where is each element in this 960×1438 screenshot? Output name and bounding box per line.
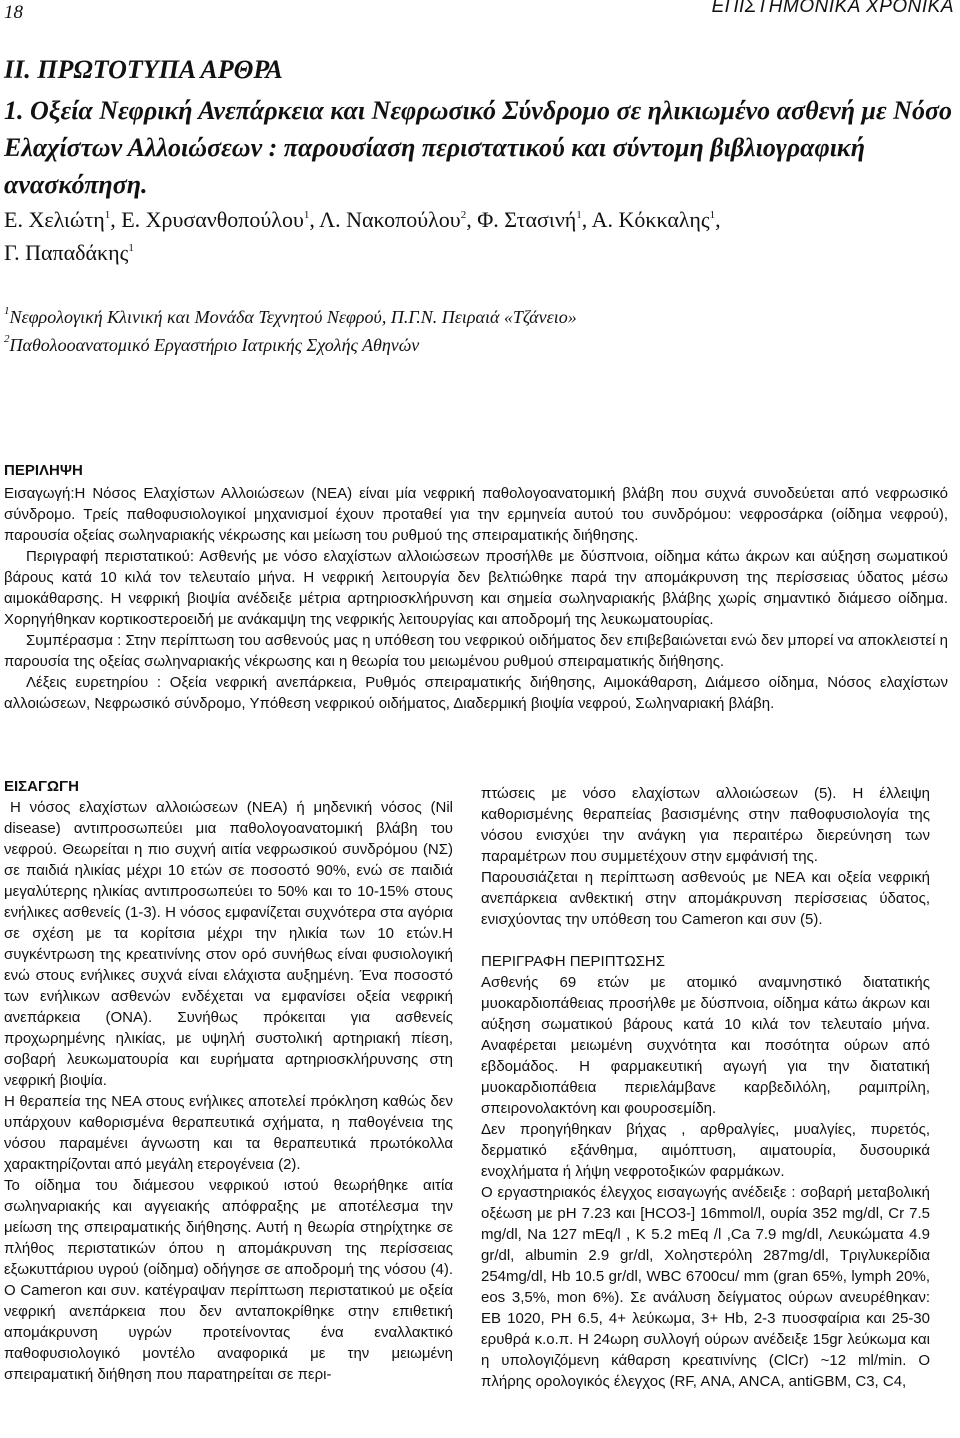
author: Ε. Χρυσανθοπούλου$^1$, <box>121 207 320 232</box>
body-paragraph: Παρουσιάζεται η περίπτωση ασθενούς με ΝΕΑ και οξεία νεφρική ανεπάρκεια ανθεκτική στην απομάκρυνση περίσσειας ύδατος, ενισχύοντας την υπόθεση του Cameron και συν (5). <box>481 869 930 928</box>
author: Γ. Παπαδάκης$^1$ <box>4 240 134 265</box>
left-column <box>4 776 453 1385</box>
intro-heading: ΕΙΣΑΓΩΓΗ <box>4 778 79 795</box>
section-heading: ΙΙ. ΠΡΩΤΟΤΥΠΑ ΑΡΘΡΑ <box>4 55 283 84</box>
author: Α. Κόκκαλης$^1$, <box>591 207 721 232</box>
abstract-intro: Εισαγωγή:Η Νόσος Ελαχίστων Αλλοιώσεων (ΝΕΑ) είναι μία νεφρική παθολογοανατομική βλάβη που συχνά συνοδεύεται από νεφρωσικό σύνδρομο. Τρείς παθοφυσιολογικοί μηχανισμοί έχουν προταθεί για την ερμηνεία αυτού του συνδρόμου: νεφροσάρκα (οίδημα νεφρού), παρουσία οξείας σωληναριακής νέκρωσης και μείωση του ρυθμού της σπειραματικής διήθησης. <box>4 485 948 544</box>
abstract-heading: ΠΕΡΙΛΗΨΗ <box>4 462 83 479</box>
abstract-conclusion: Συμπέρασμα : Στην περίπτωση του ασθενούς μας η υπόθεση του νεφρικού οιδήματος δεν επιβεβαιώνεται ενώ δεν μπορεί να αποκλειστεί η παρουσία της οξείας σωληναριακής νέκρωσης και η θεωρία του μειωμένου ρυθμού σπειραματικής διήθησης. <box>4 632 948 670</box>
abstract <box>4 483 948 714</box>
body-paragraph: Δεν προηγήθηκαν βήχας , αρθραλγίες, μυαλγίες, πυρετός, δερματικό εξάνθημα, αιμόπτυση, αιματουρία, δυσουρικά ενοχλήματα ή λήψη νεφροτοξικών φαρμάκων. <box>481 1121 930 1180</box>
author: Λ. Νακοπούλου$^2$, <box>319 207 478 232</box>
spacer <box>481 930 930 951</box>
author-list <box>4 203 954 269</box>
body-paragraph: πτώσεις με νόσο ελαχίστων αλλοιώσεων (5). Η έλλειψη καθορισμένης θεραπείας βασισμένης στην παθοφυσιολογία της νόσου ενισχύει την ανάγκη για περαιτέρω διερεύνηση των παραμέτρων που συμμετέχουν στην εμφάνισή της. <box>481 785 930 865</box>
affiliations <box>4 303 954 359</box>
affiliation-2: $^2$Παθολοοανατομικό Εργαστήριο Ιατρικής Σχολής Αθηνών <box>4 333 420 355</box>
body-paragraph: Ο εργαστηριακός έλεγχος εισαγωγής ανέδειξε : σοβαρή μεταβολική οξέωση με pH 7.23 και [HCO3-] 16mmol/l, ουρία 352 mg/dl, Cr 7.5 mg/dl, Na 127 mEq/l , K 5.2 mEq /l ,Ca 7.9 mg/dl, Λευκώματα 4.9 gr/dl, albumin 2.9 gr/dl, Χοληστερόλη 287mg/dl, Τριγλυκερίδια 254mg/dl, Hb 10.5 gr/dl, WBC 6700cu/ mm (gran 65%, lymph 20%, eos 3,5%, mon 6%). Σε ανάλυση δείγματος ούρων ανευρέθηκαν: ΕΒ 1020, PH 6.5, 4+ λεύκωμα, 3+ Hb, 2-3 πυοσφαίρια και 25-30 ερυθρά κ.ο.π. Η 24ωρη συλλογή ούρων ανέδειξε 15gr λεύκωμα και η υπολογιζόμενη κάθαρση κρεατινίνης (ClCr) ~12 ml/min. Ο πλήρης ορολογικός έλεγχος (RF, ANA, ANCA, antiGBM, C3, C4, <box>481 1184 930 1390</box>
author: Φ. Στασινή$^1$, <box>477 207 592 232</box>
article-title: 1. Οξεία Νεφρική Ανεπάρκεια και Νεφρωσικό Σύνδρομο σε ηλικιωμένο ασθενή με Νόσο Ελαχίστων Αλλοιώσεων : παρουσίαση περιστατικού και σύντομη βιβλιογραφική ανασκόπηση. <box>4 96 952 199</box>
body-paragraph: Ασθενής 69 ετών με ατομικό αναμνηστικό διατατικής μυοκαρδιοπάθειας προσήλθε με δύσπνοια, οίδημα κάτω άκρων και αύξηση σωματικού βάρους κατά 10 κιλά τον τελευταίο μήνα. Αναφέρεται μειωμένη συχνότητα και ποσότητα ούρων από εβδομάδος. Η φαρμακευτική αγωγή για την διατατική μυοκαρδιοπάθεια περιελάμβανε καρβεδιλόλη, ραμιπρίλη, σπειρονολακτόνη και φουροσεμίδη. <box>481 974 930 1117</box>
journal-name: ΕΠΙΣΤΗΜΟΝΙΚΑ ΧΡΟΝΙΚΑ <box>711 0 954 17</box>
page-number: 18 <box>4 2 23 23</box>
abstract-case: Περιγραφή περιστατικού: Ασθενής με νόσο ελαχίστων αλλοιώσεων προσήλθε με δύσπνοια, οίδημα κάτω άκρων και αύξηση σωματικού βάρους κατά 10 κιλά τον τελευταίο μήνα. Η νεφρική λειτουργία δεν βελτιώθηκε παρά την απομάκρυνση της περίσσειας ύδατος μέσω αιμοκάθαρσης. Η νεφρική βιοψία ανέδειξε μέτρια αρτηριοσκλήρυνση και σημεία σωληναριακής βλάβης χωρίς σημαντικό διάμεσο οίδημα. Χορηγήθηκαν κορτικοστεροειδή με ανάκαμψη της νεφρικής λειτουργίας και αποδρομή της λευκωματουρίας. <box>4 548 948 628</box>
intro-paragraph: Η νόσος ελαχίστων αλλοιώσεων (ΝΕΑ) ή μηδενική νόσος (Nil disease) αντιπροσωπεύει μια παθολογοανατομική βλάβη του νεφρού. Θεωρείται η πιο συχνή αιτία νεφρωσικού συνδρόμου (ΝΣ) σε παιδιά ηλικίας μέχρι 10 ετών σε ποσοστό 90%, ενώ σε παιδιά μεγαλύτερης ηλικίας αντιπροσωπεύει το 50% και το 10-15% στους ενήλικες ασθενείς (1-3). Η νόσος εμφανίζεται συχνότερα στα αγόρια σε σχέση με τα κορίτσια μέχρι την ηλικία των 10 ετών.Η συγκέντρωση της κρεατινίνης στον ορό συνήθως είναι φυσιολογική ενώ στους ενήλικες συχνά είναι ελάχιστα αυξημένη. Ένα ποσοστό των ενήλικων ασθενών ενδέχεται να εμφανίσει οξεία νεφρική ανεπάρκεια (ΟΝΑ). Συνήθως πρόκειται για ασθενείς προχωρημένης ηλικίας, με υψηλή συστολική αρτηριακή πίεση, σοβαρή λευκωματουρία και ευρήματα αρτηριοσκλήρυνσης στη νεφρική βιοψία. <box>4 799 453 1089</box>
affiliation-1: $^1$Νεφρολογική Κλινική και Μονάδα Τεχνητού Νεφρού, Π.Γ.Ν. Πειραιά «Τζάνειο» <box>4 305 577 327</box>
abstract-keywords: Λέξεις ευρετηρίου : Οξεία νεφρική ανεπάρκεια, Ρυθμός σπειραματικής διήθησης, Αιμοκάθαρση, Διάμεσο οίδημα, Νόσος ελαχίστων αλλοιώσεων, Νεφρωσικό σύνδρομο, Υπόθεση νεφρικού οιδήματος, Διαδερμική βιοψία νεφρού, Σωληναριακή βλάβη. <box>4 674 948 712</box>
intro-paragraph: Το οίδημα του διάμεσου νεφρικού ιστού θεωρήθηκε αιτία σωληναριακής και αγγειακής απόφραξης με αποτέλεσμα την μείωση της σπειραματικής διήθησης. Αυτή η θεωρία στηρίχτηκε σε πλήθος περιστατικών όπου η απομάκρυνση της περίσσειας εξωκυττάριου υγρού (οίδημα) οδήγησε σε αποδρομή της νόσου (4). Ο Cameron και συν. κατέγραψαν περίπτωση περιστατικού με οξεία νεφρική ανεπάρκεια που δεν ανταποκρίθηκε στην επιθετική απομάκρυνση υγρών προτείνοντας ένα εναλλακτικό παθοφυσιολογικό μοντέλο αναφορικά με την μειωμένη σπειραματική διήθηση που παρατηρείται σε περι- <box>4 1177 453 1383</box>
right-column <box>481 783 930 1392</box>
case-heading: ΠΕΡΙΓΡΑΦΗ ΠΕΡΙΠΤΩΣΗΣ <box>481 953 666 970</box>
intro-paragraph: Η θεραπεία της ΝΕΑ στους ενήλικες αποτελεί πρόκληση καθώς δεν υπάρχουν καθορισμένα θεραπευτικά σχήματα, η παθογένεια της νόσου παραμένει άγνωστη και τα θεραπευτικά πρωτόκολλα χαρακτηρίζονται από μεγάλη ετερογένεια (2). <box>4 1093 453 1173</box>
author: Ε. Χελιώτη$^1$, <box>4 207 122 232</box>
